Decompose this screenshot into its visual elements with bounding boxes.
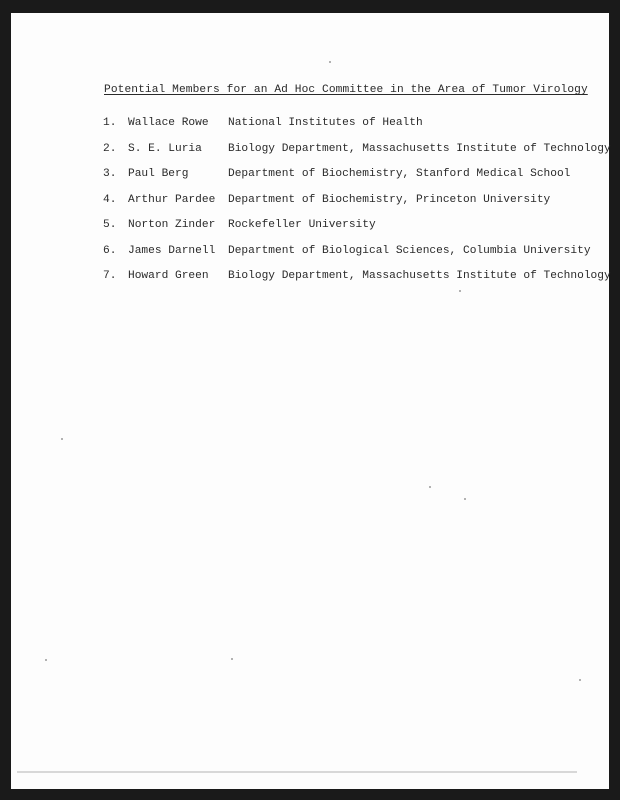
list-item xyxy=(11,194,609,220)
paper-sheet xyxy=(11,13,609,789)
scan-speck xyxy=(61,438,63,440)
item-number: 2. xyxy=(103,142,117,155)
item-number: 3. xyxy=(103,168,117,180)
member-affiliation: Biology Department, Massachusetts Institute of Technology xyxy=(228,142,611,155)
member-name: Norton Zinder xyxy=(128,219,216,231)
item-number: 1. xyxy=(103,117,117,129)
list-item xyxy=(11,245,609,271)
member-name: S. E. Luria xyxy=(128,142,202,155)
member-affiliation: Department of Biochemistry, Princeton University xyxy=(228,193,551,206)
scan-speck xyxy=(459,290,461,292)
member-affiliation: Rockefeller University xyxy=(228,219,376,231)
item-number: 7. xyxy=(103,270,117,282)
member-name: Paul Berg xyxy=(128,168,189,180)
member-list xyxy=(11,117,609,296)
document-title: Potential Members for an Ad Hoc Committee in the Area of Tumor Virology xyxy=(104,84,588,96)
member-affiliation: Department of Biochemistry, Stanford Medical School xyxy=(228,168,571,180)
list-item xyxy=(11,270,609,296)
item-number: 4. xyxy=(103,193,117,206)
member-affiliation: Department of Biological Sciences, Columbia University xyxy=(228,244,591,257)
scan-speck xyxy=(45,659,47,661)
list-item xyxy=(11,168,609,194)
member-name: Arthur Pardee xyxy=(128,193,216,206)
scan-speck xyxy=(231,658,233,660)
member-affiliation: Biology Department, Massachusetts Institute of Technology xyxy=(228,270,611,282)
item-number: 5. xyxy=(103,219,117,231)
paper-edge-shadow xyxy=(17,771,577,773)
list-item xyxy=(11,219,609,245)
item-number: 6. xyxy=(103,244,117,257)
member-affiliation: National Institutes of Health xyxy=(228,117,423,129)
scan-speck xyxy=(579,679,581,681)
scan-speck xyxy=(429,486,431,488)
list-item xyxy=(11,143,609,169)
member-name: Wallace Rowe xyxy=(128,117,209,129)
scan-speck xyxy=(329,61,331,63)
list-item xyxy=(11,117,609,143)
member-name: Howard Green xyxy=(128,270,209,282)
scan-speck xyxy=(464,498,466,500)
member-name: James Darnell xyxy=(128,244,216,257)
typed-document xyxy=(11,13,609,789)
